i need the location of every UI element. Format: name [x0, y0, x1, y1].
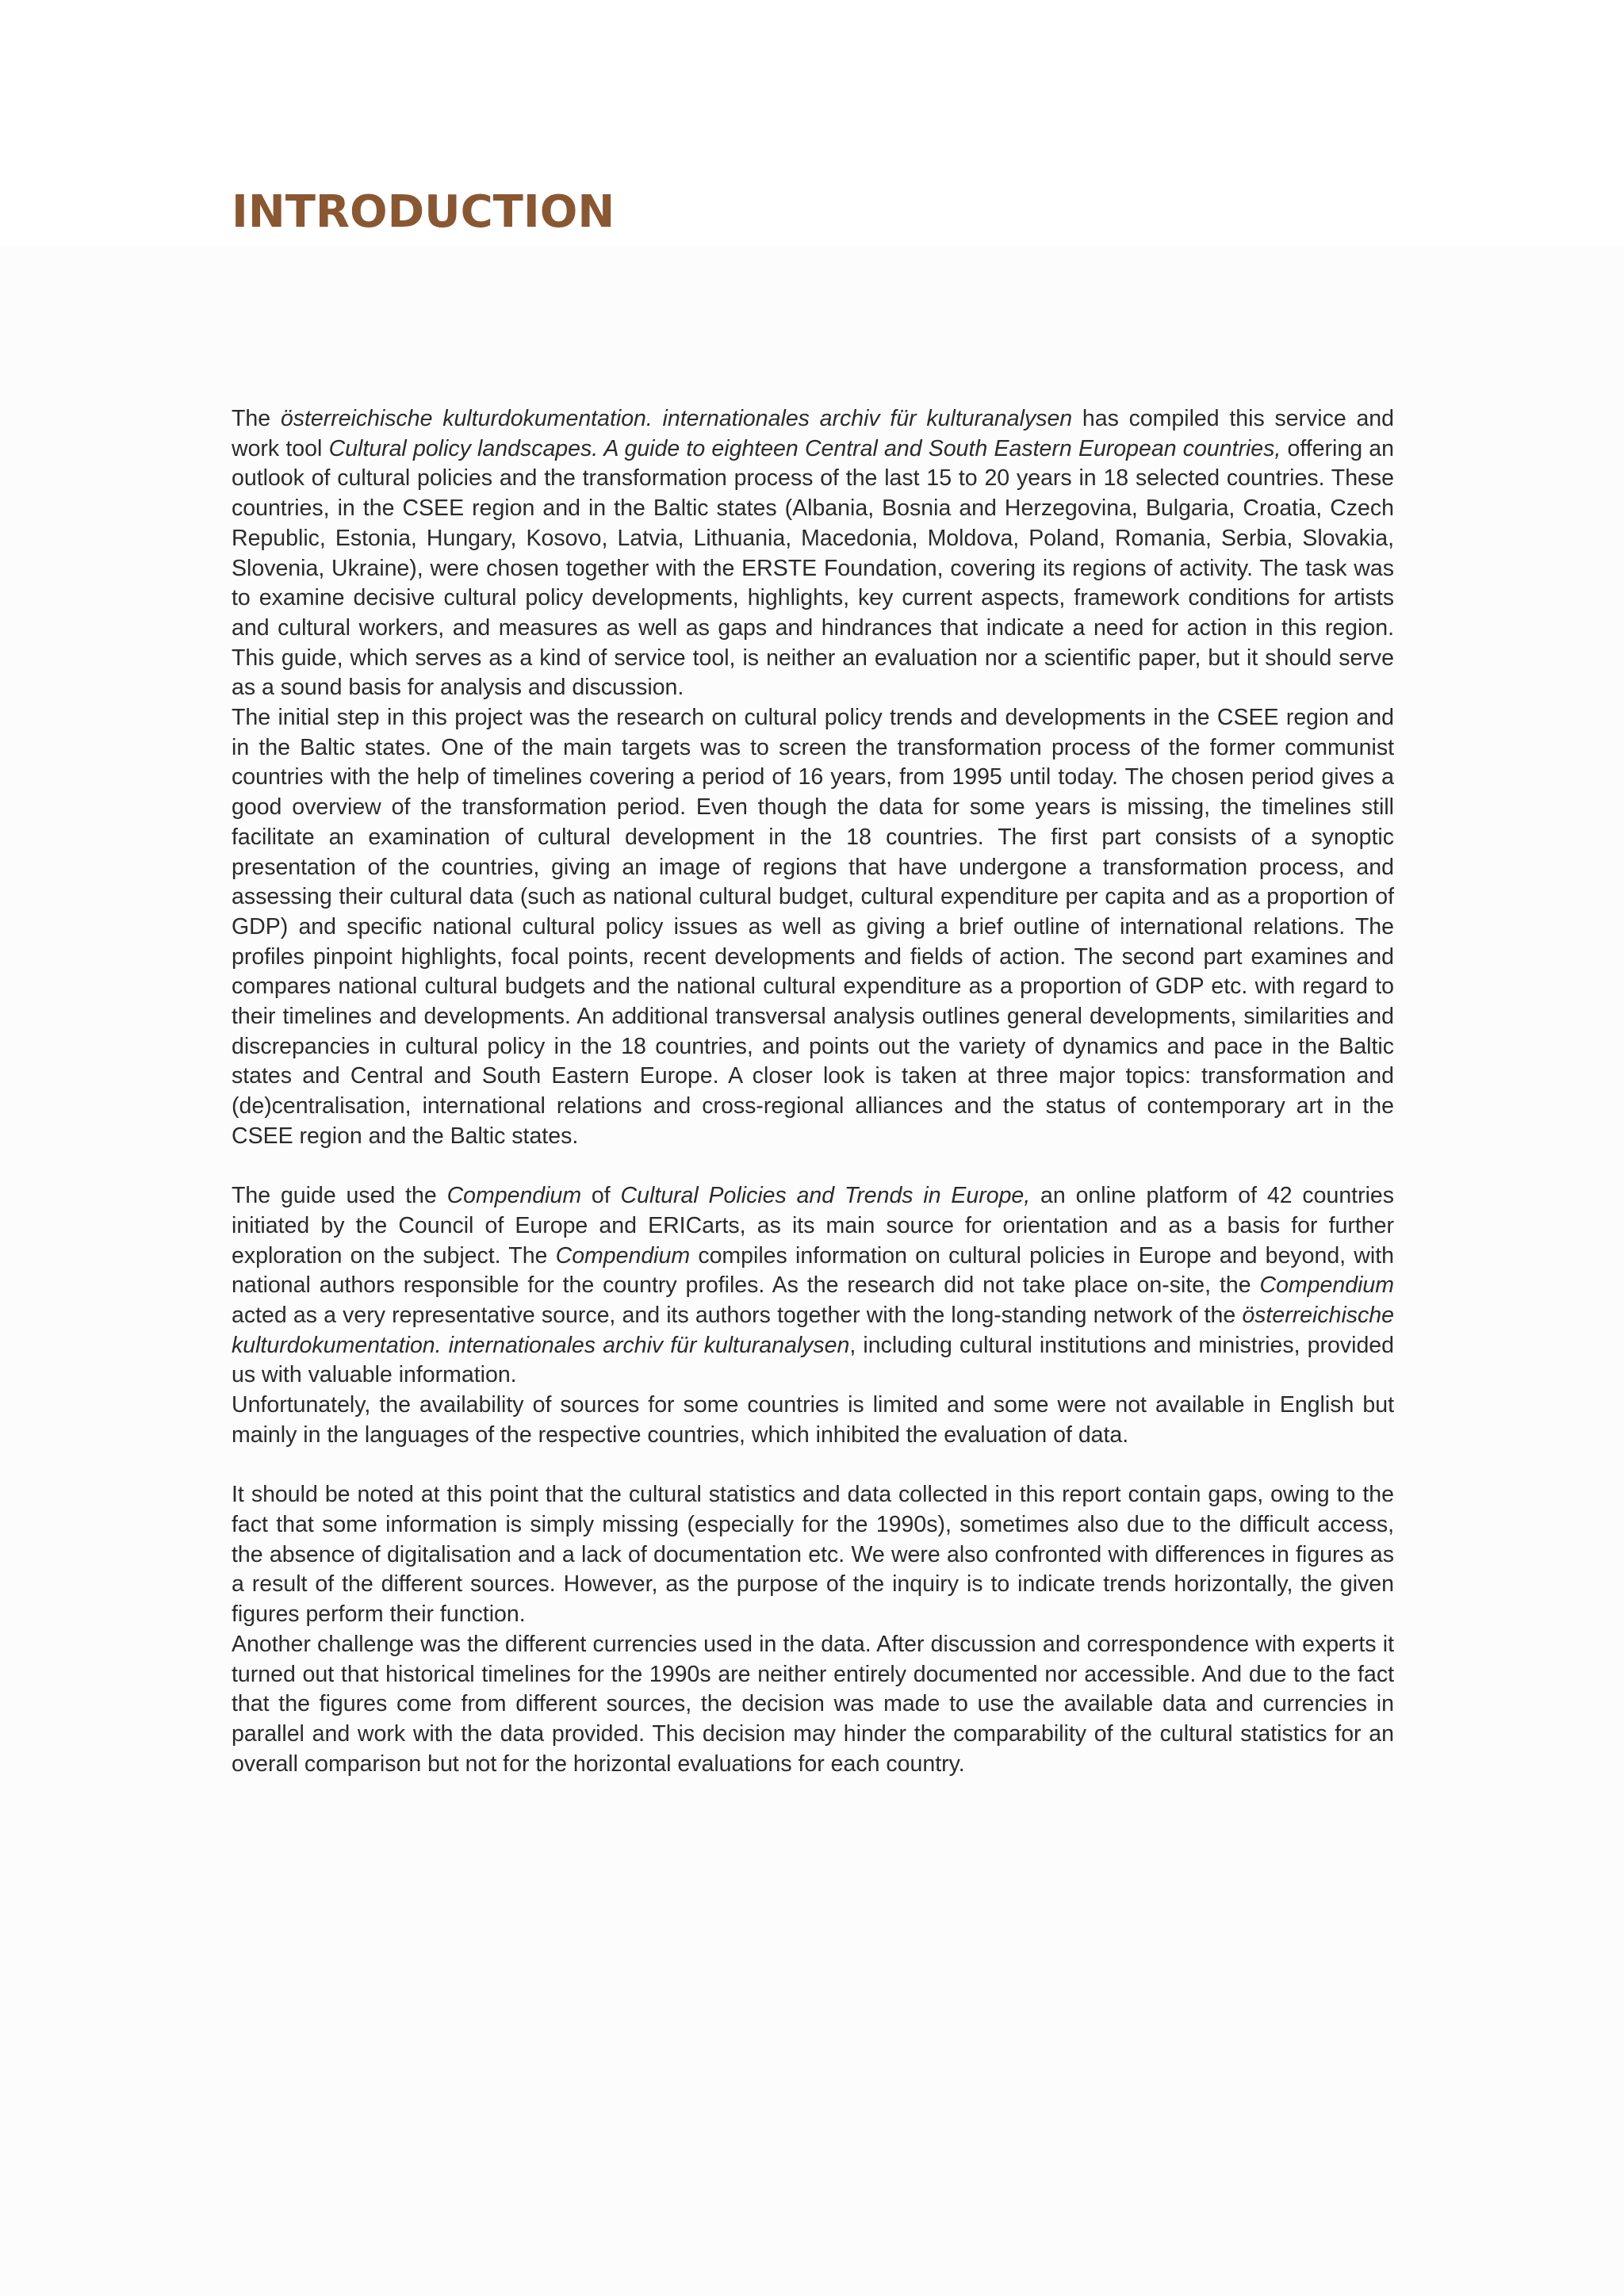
- italic-compendium-title: Cultural Policies and Trends in Europe,: [620, 1183, 1031, 1209]
- text-run: , including cultural institutions and ministries, provided us with valuable information.: [232, 1332, 1394, 1388]
- italic-guide-title: Cultural policy landscapes. A guide to eighteen Central and South Eastern European countries,: [328, 435, 1281, 461]
- text-run: The guide used the: [232, 1183, 447, 1209]
- text-run: The: [232, 406, 281, 431]
- italic-compendium: Compendium: [555, 1242, 691, 1269]
- italic-compendium: Compendium: [1259, 1272, 1394, 1299]
- text-run: offering an outlook of cultural policies and the transformation process of the last 15 to 20 years in 18 selected countries. These countries, in the CSEE region and in the Baltic states (Albania, Bosnia and Herzegovina, Bulgaria, Croatia, Czech Republic, Estonia, Hungary, Kosovo, Latvia, Lithuania, Macedonia, Moldova, Poland, Romania, Serbia, Slovakia, Slovenia, Ukraine), were chosen together with the ERSTE Foundation, covering its regions of activity. The task was to examine decisive cultural policy developments, highlights, key current aspects, framework conditions for artists and cultural workers, and measures as well as gaps and hindrances that indicate a need for action in this region. This guide, which serves as a kind of service tool, is neither an evaluation nor a scientific paper, but it should serve as a sound basis for analysis and discussion.: [232, 435, 1394, 701]
- text-run: an online platform of 42 countries initiated by the Council of Europe and ERICarts, as its main source for orientation and as a basis for further exploration on the subject. The: [232, 1183, 1395, 1269]
- page-title: INTRODUCTION: [232, 186, 615, 238]
- body-text: [232, 404, 1394, 1779]
- paragraph-compendium: [232, 1181, 1394, 1391]
- italic-org-name: österreichische kulturdokumentation. internationales archiv für kulturanalysen: [280, 406, 1073, 431]
- italic-compendium: Compendium: [446, 1183, 582, 1209]
- text-run: of: [581, 1183, 621, 1209]
- text-run: compiles information on cultural policies in Europe and beyond, with national authors responsible for the country profiles. As the research did not take place on-site, the: [232, 1242, 1394, 1299]
- paragraph-currencies: Another challenge was the different currencies used in the data. After discussion and correspondence with experts it turned out that historical timelines for the 1990s are neither entirely documented nor accessible. And due to the fact that the figures come from different sources, the decision was made to use the available data and currencies in parallel and work with the data provided. This decision may hinder the comparability of the cultural statistics for an overall comparison but not for the horizontal evaluations for each country.: [232, 1631, 1394, 1777]
- italic-org-name: österreichische kulturdokumentation. internationales archiv für kulturanalysen: [232, 1303, 1394, 1358]
- paragraph-initial-step: The initial step in this project was the research on cultural policy trends and developments in the CSEE region and in the Baltic states. One of the main targets was to screen the transformation process of the former communist countries with the help of timelines covering a period of 16 years, from 1995 until today. The chosen period gives a good overview of the transformation period. Even though the data for some years is missing, the timelines still facilitate an examination of cultural development in the 18 countries. The first part consists of a synoptic presentation of the countries, giving an image of regions that have undergone a transformation process, and assessing their cultural data (such as national cultural budget, cultural expenditure per capita and as a proportion of GDP) and specific national cultural policy issues as well as giving a brief outline of international relations. The profiles pinpoint highlights, focal points, recent developments and fields of action. The second part examines and compares national cultural budgets and the national cultural expenditure as a proportion of GDP etc. with regard to their timelines and developments. An additional transversal analysis outlines general developments, similarities and discrepancies in cultural policy in the 18 countries, and points out the variety of dynamics and pace in the Baltic states and Central and South Eastern Europe. A closer look is taken at three major topics: transformation and (de)centralisation, international relations and cross-regional alliances and the status of contemporary art in the CSEE region and the Baltic states.: [232, 705, 1394, 1149]
- paragraph-intro: [232, 404, 1394, 703]
- paragraph-sources: Unfortunately, the availability of sources for some countries is limited and some were not available in English but mainly in the languages of the respective countries, which inhibited the evaluation of data.: [232, 1392, 1394, 1448]
- paragraph-statistics: It should be noted at this point that the cultural statistics and data collected in this report contain gaps, owing to the fact that some information is simply missing (especially for the 1990s), sometimes also due to the difficult access, the absence of digitalisation and a lack of documentation etc. We were also confronted with differences in figures as a result of the different sources. However, as the purpose of the inquiry is to indicate trends horizontally, the given figures perform their function.: [232, 1482, 1394, 1628]
- text-run: has compiled this service and work tool: [232, 406, 1394, 461]
- text-run: acted as a very representative source, and its authors together with the long-standing network of the: [232, 1303, 1243, 1329]
